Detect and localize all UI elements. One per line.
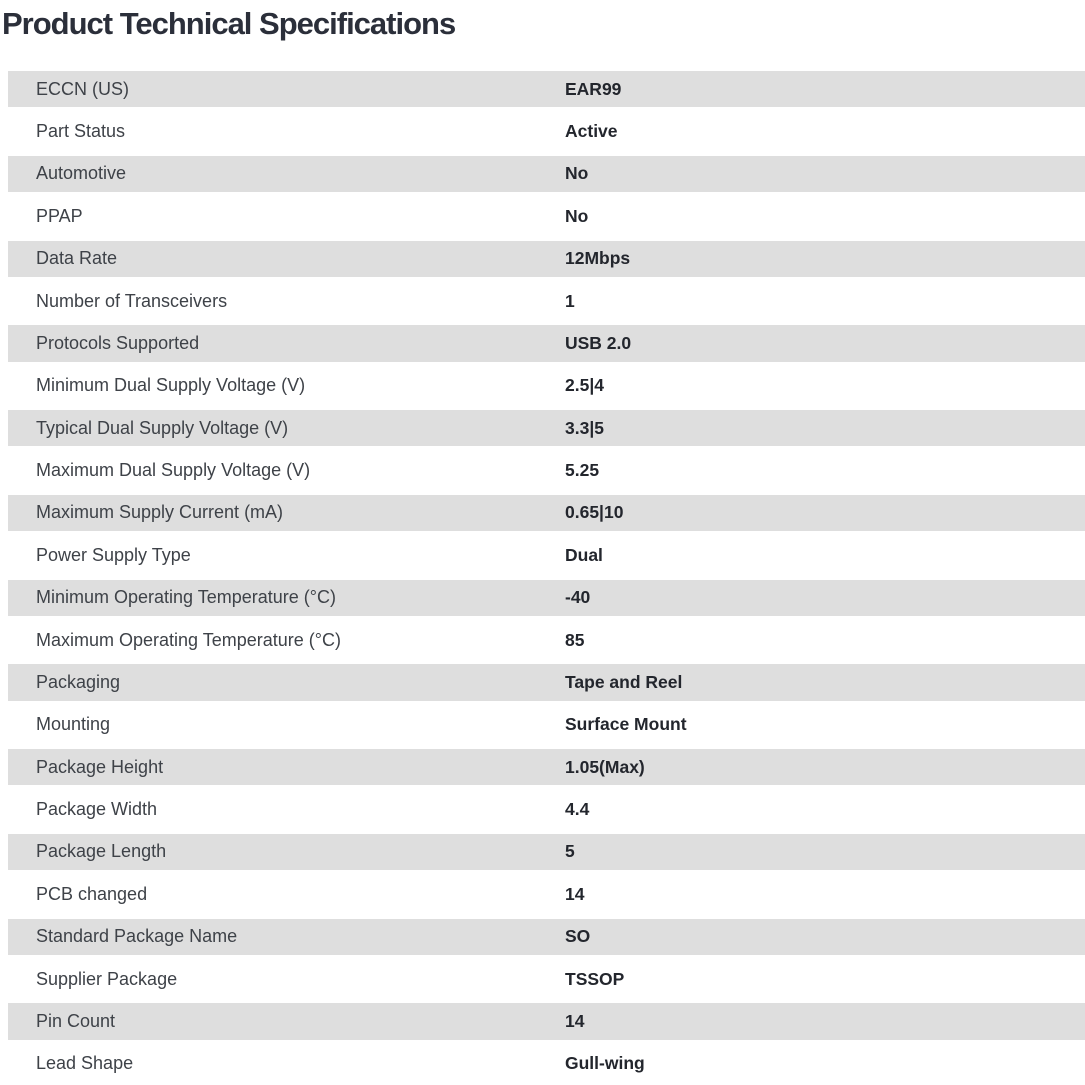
spec-table (8, 68, 1085, 1085)
spec-label: Typical Dual Supply Voltage (V) (36, 417, 289, 438)
spec-value: 12Mbps (565, 248, 631, 269)
spec-label: Protocols Supported (36, 332, 200, 353)
spec-value: 3.3|5 (565, 417, 604, 438)
spec-label: ECCN (US) (36, 78, 129, 99)
spec-value: Dual (565, 544, 603, 565)
spec-label: Data Rate (36, 248, 118, 269)
table-row (8, 238, 1085, 280)
spec-label: PPAP (36, 205, 83, 226)
spec-value: 1.05(Max) (565, 756, 645, 777)
spec-label: Supplier Package (36, 968, 178, 989)
table-row (8, 280, 1085, 322)
spec-value: TSSOP (565, 968, 625, 989)
spec-label: Maximum Dual Supply Voltage (V) (36, 460, 311, 481)
spec-label: Standard Package Name (36, 926, 238, 947)
table-row (8, 407, 1085, 449)
spec-value: 14 (565, 883, 585, 904)
spec-value: 0.65|10 (565, 502, 624, 523)
table-row (8, 1043, 1085, 1085)
spec-value: 85 (565, 629, 585, 650)
spec-label: Package Width (36, 799, 158, 820)
spec-label: Pin Count (36, 1010, 116, 1031)
spec-label: Packaging (36, 671, 121, 692)
spec-label: Package Length (36, 841, 167, 862)
spec-label: Minimum Operating Temperature (°C) (36, 587, 336, 608)
spec-value: USB 2.0 (565, 332, 632, 353)
spec-value: EAR99 (565, 78, 622, 99)
spec-value: 5.25 (565, 460, 600, 481)
spec-label: Maximum Supply Current (mA) (36, 502, 284, 523)
spec-value: No (565, 205, 589, 226)
spec-value: 4.4 (565, 799, 590, 820)
table-row (8, 873, 1085, 915)
table-row (8, 958, 1085, 1000)
spec-label: Automotive (36, 163, 127, 184)
spec-label: Part Status (36, 121, 126, 142)
spec-label: Number of Transceivers (36, 290, 228, 311)
table-row (8, 788, 1085, 830)
spec-value: No (565, 163, 589, 184)
spec-value: 5 (565, 841, 575, 862)
spec-label: Power Supply Type (36, 544, 191, 565)
spec-value: Active (565, 121, 618, 142)
table-row (8, 1000, 1085, 1042)
spec-value: -40 (565, 587, 591, 608)
table-row (8, 661, 1085, 703)
table-row (8, 619, 1085, 661)
table-row (8, 153, 1085, 195)
page-title: Product Technical Specifications (2, 6, 456, 41)
table-row (8, 704, 1085, 746)
table-row (8, 110, 1085, 152)
spec-label: Minimum Dual Supply Voltage (V) (36, 375, 306, 396)
spec-label: Package Height (36, 756, 164, 777)
spec-value: Surface Mount (565, 714, 687, 735)
spec-label: Maximum Operating Temperature (°C) (36, 629, 341, 650)
table-row (8, 449, 1085, 491)
spec-value: Gull-wing (565, 1053, 645, 1074)
table-row (8, 68, 1085, 110)
spec-value: 1 (565, 290, 575, 311)
table-row (8, 195, 1085, 237)
spec-value: SO (565, 926, 591, 947)
table-row (8, 322, 1085, 364)
table-row (8, 916, 1085, 958)
table-row (8, 831, 1085, 873)
table-row (8, 534, 1085, 576)
spec-label: PCB changed (36, 883, 148, 904)
spec-value: 2.5|4 (565, 375, 604, 396)
table-row (8, 746, 1085, 788)
table-row (8, 492, 1085, 534)
spec-label: Mounting (36, 714, 111, 735)
spec-value: 14 (565, 1010, 585, 1031)
spec-value: Tape and Reel (565, 671, 683, 692)
spec-label: Lead Shape (36, 1053, 134, 1074)
table-row (8, 577, 1085, 619)
table-row (8, 365, 1085, 407)
